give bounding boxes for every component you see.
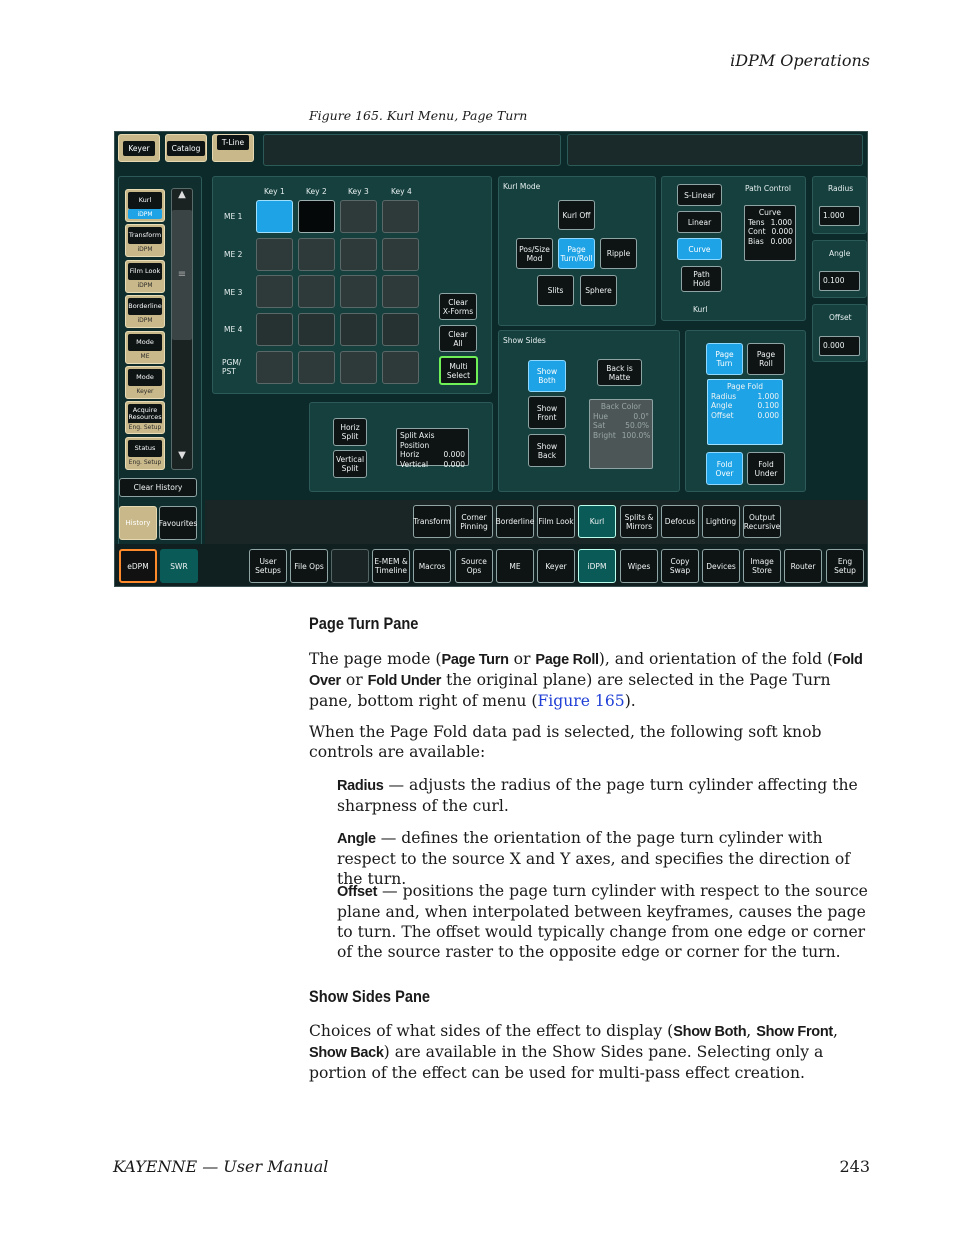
grid-pgm-key3[interactable]: [340, 351, 377, 384]
menu-user-setups[interactable]: User Setups: [249, 549, 287, 583]
page-fold-paragraph: When the Page Fold data pad is selected, the following soft knob controls are available:: [309, 723, 822, 761]
back-is-matte-button[interactable]: Back is Matte: [597, 359, 642, 386]
radius-description: Radius — adjusts the radius of the page turn cylinder affecting the sharpness of the curl.: [337, 776, 858, 815]
knob-offset-label: Offset: [829, 313, 852, 322]
favourites-button[interactable]: Favourites: [159, 506, 197, 540]
grid-me4-key1[interactable]: [256, 313, 293, 346]
tab-catalog[interactable]: Catalog: [165, 134, 207, 162]
sidebar-item-mode-me[interactable]: Mode ME: [125, 331, 165, 364]
running-header: iDPM Operations: [730, 51, 870, 70]
show-both-button[interactable]: Show Both: [528, 360, 566, 392]
menu-transform[interactable]: Transform: [413, 505, 451, 538]
history-button[interactable]: History: [119, 506, 157, 540]
sidebar-item-kurl[interactable]: Kurl iDPM: [125, 189, 165, 222]
slits-button[interactable]: Slits: [537, 275, 574, 306]
sphere-button[interactable]: Sphere: [580, 275, 617, 306]
sidebar-item-film-look[interactable]: Film Look iDPM: [125, 260, 165, 293]
menu-keyer[interactable]: Keyer: [537, 549, 575, 583]
knob-radius-value[interactable]: 1.000: [819, 206, 860, 226]
key-header-4: Key 4: [391, 187, 412, 196]
figure-caption: Figure 165. Kurl Menu, Page Turn: [309, 108, 528, 123]
menu-devices[interactable]: Devices: [702, 549, 740, 583]
kurl-menu-screenshot: [114, 131, 868, 587]
grid-me3-key2[interactable]: [298, 275, 335, 308]
clear-xforms-button[interactable]: Clear X-Forms: [439, 293, 477, 320]
sidebar-item-status[interactable]: Status Eng. Setup: [125, 437, 165, 470]
page-roll-button[interactable]: Page Roll: [747, 343, 785, 375]
grid-me1-key3[interactable]: [340, 200, 377, 233]
sidebar-item-acquire-resources[interactable]: Acquire Resources Eng. Setup: [125, 401, 165, 434]
menu-splits-mirrors[interactable]: Splits & Mirrors: [620, 505, 658, 538]
grid-me1-key2[interactable]: [298, 200, 335, 233]
menu-eng-setup[interactable]: Eng Setup: [826, 549, 864, 583]
top-display-right: [567, 134, 863, 166]
page-turn-button[interactable]: Page Turn: [706, 343, 743, 375]
grid-me1-key4[interactable]: [382, 200, 419, 233]
menu-router[interactable]: Router: [784, 549, 822, 583]
tab-keyer[interactable]: Keyer: [118, 134, 160, 162]
menu-wipes[interactable]: Wipes: [620, 549, 658, 583]
menu-output-recursive[interactable]: Output Recursive: [743, 505, 781, 538]
show-sides-paragraph: Choices of what sides of the effect to display (Show Both, Show Front, Show Back) are available in the Show Sides pane. Selecting only a portion of the effect can be used for multi-pass effect creation.: [309, 1022, 838, 1082]
sidebar-item-borderline[interactable]: Borderline iDPM: [125, 295, 165, 328]
clear-all-button[interactable]: Clear All: [439, 325, 477, 352]
menu-defocus[interactable]: Defocus: [661, 505, 699, 538]
back-color-pad[interactable]: Back Color Hue 0.0° Sat 50.0% Bright 100.0%: [589, 399, 653, 469]
page-turn-roll-button[interactable]: Page Turn/Roll: [558, 238, 595, 269]
menu-file-ops[interactable]: File Ops: [290, 549, 328, 583]
horiz-split-button[interactable]: Horiz Split: [333, 418, 367, 446]
multi-select-button[interactable]: Multi Select: [439, 356, 478, 385]
menu-lighting[interactable]: Lighting: [702, 505, 740, 538]
menu-copy-swap[interactable]: Copy Swap: [661, 549, 699, 583]
curve-button[interactable]: Curve: [677, 238, 722, 260]
clear-history-button[interactable]: Clear History: [119, 478, 197, 497]
vertical-split-button[interactable]: Vertical Split: [333, 450, 367, 478]
menu-corner-pinning[interactable]: Corner Pinning: [455, 505, 493, 538]
split-axis-position-pad[interactable]: Split Axis Position Horiz 0.000 Vertical 0.000: [396, 428, 469, 466]
fold-over-button[interactable]: Fold Over: [706, 452, 743, 485]
s-linear-button[interactable]: S-Linear: [677, 184, 722, 206]
grid-me3-key4[interactable]: [382, 275, 419, 308]
grid-me2-key3[interactable]: [340, 238, 377, 271]
fold-under-button[interactable]: Fold Under: [747, 452, 785, 485]
menu-borderline[interactable]: Borderline: [496, 505, 534, 538]
knob-radius-label: Radius: [828, 184, 854, 193]
linear-button[interactable]: Linear: [677, 211, 722, 233]
grid-me3-key1[interactable]: [256, 275, 293, 308]
grid-me2-key2[interactable]: [298, 238, 335, 271]
scroll-thumb[interactable]: ≡: [172, 210, 192, 340]
show-sides-pane-heading: Show Sides Pane: [309, 987, 431, 1006]
scroll-down-icon[interactable]: ▼: [178, 450, 186, 461]
curve-data-pad[interactable]: Curve Tens 1.000 Cont 0.000 Bias 0.000: [744, 205, 796, 261]
show-back-button[interactable]: Show Back: [528, 434, 566, 467]
key-header-1: Key 1: [264, 187, 285, 196]
grid-me4-key4[interactable]: [382, 313, 419, 346]
menu-blank[interactable]: [331, 549, 369, 583]
grid-me4-key2[interactable]: [298, 313, 335, 346]
me-label-1: ME 1: [224, 212, 243, 221]
menu-emem-timeline[interactable]: E-MEM & Timeline: [372, 549, 410, 583]
key-header-3: Key 3: [348, 187, 369, 196]
scroll-up-icon[interactable]: ▲: [178, 189, 186, 200]
menu-kurl[interactable]: Kurl: [578, 505, 616, 538]
me-label-4: ME 4: [224, 325, 243, 334]
show-sides-title: Show Sides: [503, 336, 546, 345]
angle-description: Angle — defines the orientation of the page turn cylinder with respect to the source X and Y axes, and specifies the direction of the turn.: [337, 829, 851, 888]
swr-button[interactable]: SWR: [160, 549, 198, 583]
page-turn-pane-heading: Page Turn Pane: [309, 614, 419, 633]
page-fold-pad[interactable]: Page Fold Radius 1.000 Angle 0.100 Offset 0.000: [707, 379, 783, 445]
grid-me2-key4[interactable]: [382, 238, 419, 271]
page-turn-paragraph: The page mode (Page Turn or Page Roll), and orientation of the fold (Fold Over or Fold Under the original plane) are selected in the Page Turn pane, bottom right of menu (Figure 165).: [309, 650, 863, 710]
grid-pgm-key4[interactable]: [382, 351, 419, 384]
me-label-3: ME 3: [224, 288, 243, 297]
knob-angle-label: Angle: [829, 249, 851, 258]
key-header-2: Key 2: [306, 187, 327, 196]
grid-pgm-key2[interactable]: [298, 351, 335, 384]
me-label-2: ME 2: [224, 250, 243, 259]
knob-angle-value[interactable]: 0.100: [819, 271, 860, 291]
grid-pgm-key1[interactable]: [256, 351, 293, 384]
menu-idpm[interactable]: iDPM: [578, 549, 616, 583]
kurl-mode-title: Kurl Mode: [503, 182, 541, 191]
figure-165-link[interactable]: Figure 165: [537, 692, 625, 710]
footer-manual-title: KAYENNE — User Manual: [113, 1157, 329, 1176]
path-kurl-label: Kurl: [693, 305, 708, 314]
offset-description: Offset — positions the page turn cylinder with respect to the source plane and, when interpolated between keyframes, causes the page to turn. The offset would typically change from one edge or corner of the source raster to the opposite edge or corner for the turn.: [337, 882, 868, 961]
pos-size-mod-button[interactable]: Pos/Size Mod: [516, 238, 553, 269]
me-label-pgm: PGM/ PST: [222, 358, 242, 376]
top-display-left: [263, 134, 561, 166]
menu-source-ops[interactable]: Source Ops: [455, 549, 493, 583]
path-control-title: Path Control: [745, 184, 791, 193]
menu-macros[interactable]: Macros: [413, 549, 451, 583]
kurl-off-button[interactable]: Kurl Off: [558, 200, 595, 230]
menu-me[interactable]: ME: [496, 549, 534, 583]
page-number: 243: [839, 1157, 870, 1176]
grid-me2-key1[interactable]: [256, 238, 293, 271]
ripple-button[interactable]: Ripple: [600, 238, 637, 269]
knob-offset-value[interactable]: 0.000: [819, 336, 860, 356]
sidebar-item-mode-keyer[interactable]: Mode Keyer: [125, 366, 165, 399]
menu-image-store[interactable]: Image Store: [743, 549, 781, 583]
edpm-button[interactable]: eDPM: [119, 549, 157, 583]
grid-me4-key3[interactable]: [340, 313, 377, 346]
grid-me3-key3[interactable]: [340, 275, 377, 308]
show-front-button[interactable]: Show Front: [528, 396, 566, 429]
path-hold-button[interactable]: Path Hold: [681, 266, 722, 292]
menu-film-look[interactable]: Film Look: [537, 505, 575, 538]
sidebar-item-transform[interactable]: Transform iDPM: [125, 224, 165, 257]
grid-me1-key1[interactable]: [256, 200, 293, 233]
tab-tline[interactable]: T-Line: [212, 134, 254, 162]
